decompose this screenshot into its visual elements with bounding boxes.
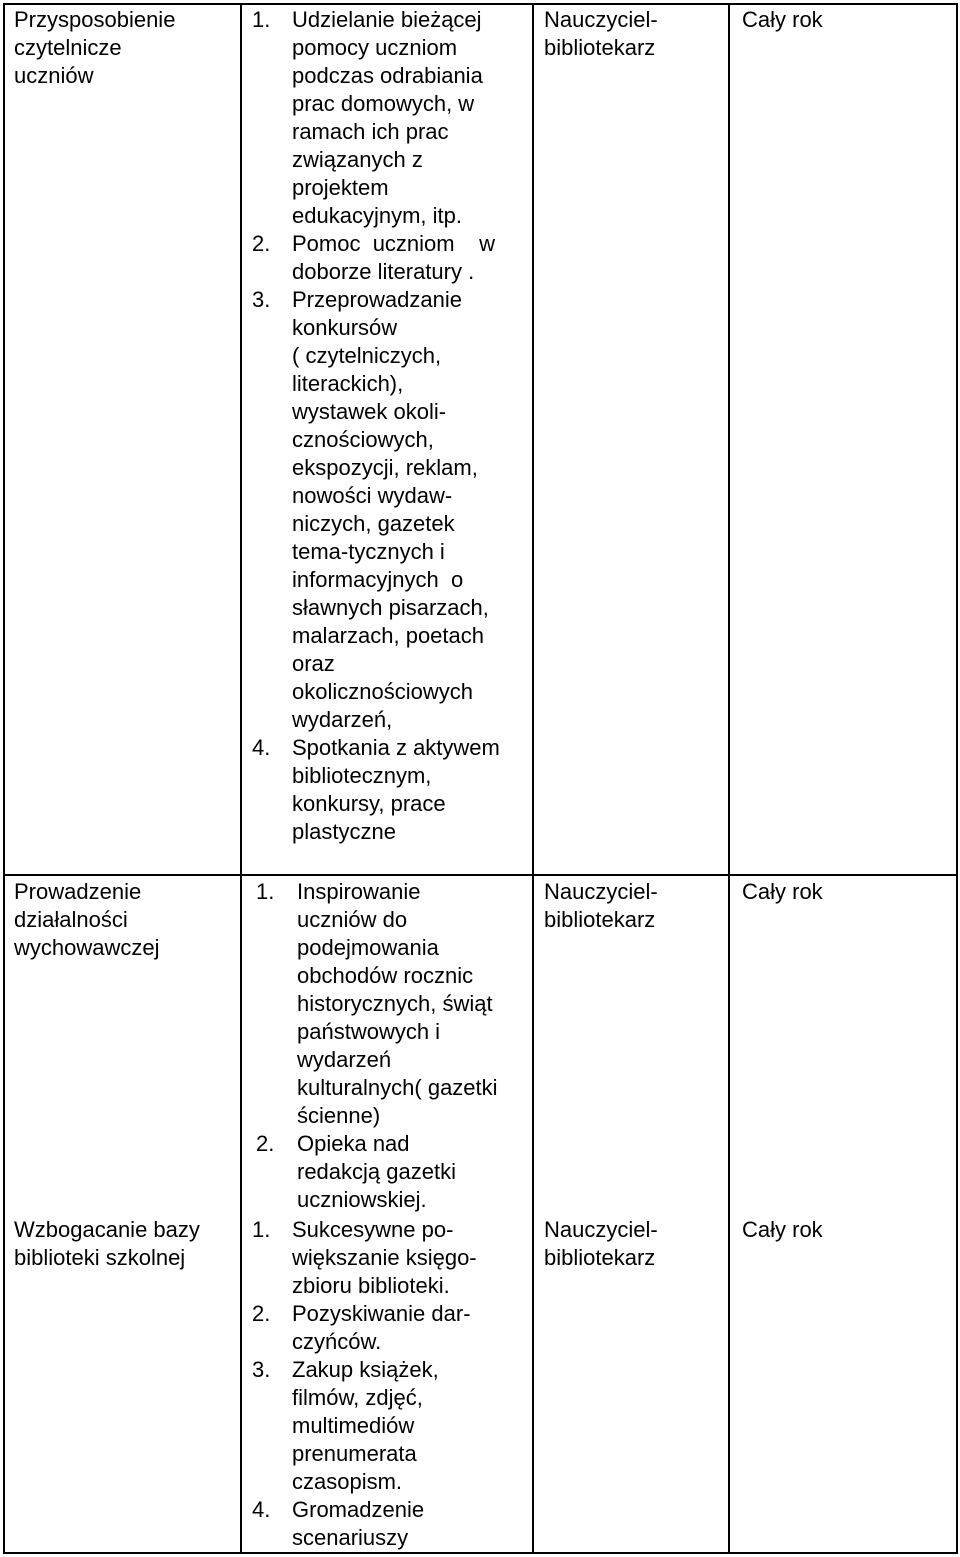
item-line: tema-tycznych i (292, 539, 445, 564)
item-line: sławnych pisarzach, (292, 595, 489, 620)
item-line: czyńców. (292, 1329, 382, 1354)
item-line: oraz (292, 651, 335, 676)
activity-item (252, 734, 500, 846)
item-number: 1. (256, 879, 275, 904)
activity-item (252, 286, 500, 734)
activities-cell (252, 6, 500, 846)
activity-item (252, 1496, 477, 1552)
item-line: informacyjnych o (292, 567, 464, 592)
item-number: 4. (252, 1497, 271, 1522)
item-line: Pomoc uczniom w (292, 231, 495, 256)
item-number: 4. (252, 735, 271, 760)
term-text: Cały rok (742, 7, 823, 32)
item-line: konkursy, prace (292, 791, 446, 816)
item-line: malarzach, poetach (292, 623, 484, 648)
item-line: filmów, zdjęć, (292, 1385, 423, 1410)
item-line: pomocy uczniom (292, 35, 458, 60)
task-line: uczniów (14, 63, 94, 88)
term-cell (742, 6, 823, 34)
item-number: 2. (252, 1301, 271, 1326)
item-line: ekspozycji, reklam, (292, 455, 478, 480)
item-line: uczniów do (297, 907, 408, 932)
responsible-line: bibliotekarz (544, 1245, 656, 1270)
item-line: doborze literatury . (292, 259, 475, 284)
task-line: działalności (14, 907, 128, 932)
task-line: Wzbogacanie bazy (14, 1217, 200, 1242)
column-divider (728, 3, 730, 1554)
item-line: większanie księgo- (292, 1245, 477, 1270)
item-line: Zakup książek, (292, 1357, 439, 1382)
item-line: obchodów rocznic (297, 963, 474, 988)
item-line: cznościowych, (292, 427, 434, 452)
activity-item (252, 6, 500, 230)
activity-item (252, 230, 500, 286)
responsible-line: Nauczyciel- (544, 879, 658, 904)
item-line: czasopism. (292, 1469, 403, 1494)
activity-item (256, 878, 498, 1130)
table-border-top (3, 3, 958, 5)
item-line: nowości wydaw- (292, 483, 453, 508)
item-number: 1. (252, 7, 271, 32)
item-line: Pozyskiwanie dar- (292, 1301, 471, 1326)
item-line: wydarzeń, (292, 707, 393, 732)
item-line: Gromadzenie (292, 1497, 425, 1522)
item-line: Opieka nad (297, 1131, 410, 1156)
item-line: edukacyjnym, itp. (292, 203, 462, 228)
task-line: wychowawczej (14, 935, 160, 960)
item-line: niczych, gazetek (292, 511, 455, 536)
responsible-line: Nauczyciel- (544, 1217, 658, 1242)
item-number: 2. (252, 231, 271, 256)
item-line: ramach ich prac (292, 119, 449, 144)
term-text: Cały rok (742, 879, 823, 904)
item-line: ścienne) (297, 1103, 381, 1128)
item-line: wystawek okoli- (292, 399, 447, 424)
item-line: podejmowania (297, 935, 439, 960)
item-line: Spotkania z aktywem (292, 735, 500, 760)
task-cell (14, 878, 160, 962)
row-divider (3, 874, 958, 876)
responsible-cell (544, 1216, 658, 1272)
item-line: wydarzeń (297, 1047, 392, 1072)
table-border-right (956, 3, 958, 1554)
responsible-line: Nauczyciel- (544, 7, 658, 32)
item-line: Sukcesywne po- (292, 1217, 454, 1242)
activities-cell (252, 1216, 477, 1552)
table-border-bottom (3, 1552, 958, 1554)
item-number: 3. (252, 1357, 271, 1382)
item-line: ( czytelniczych, (292, 343, 442, 368)
column-divider (240, 3, 242, 1554)
table-border-left (3, 3, 5, 1554)
responsible-cell (544, 6, 658, 62)
task-cell (14, 6, 175, 90)
item-line: kulturalnych( gazetki (297, 1075, 498, 1100)
item-line: Udzielanie bieżącej (292, 7, 482, 32)
item-number: 3. (252, 287, 271, 312)
column-divider (532, 3, 534, 1554)
item-line: podczas odrabiania (292, 63, 483, 88)
activity-item (252, 1300, 477, 1356)
task-cell (14, 1216, 200, 1272)
item-number: 2. (256, 1131, 275, 1156)
item-line: Inspirowanie (297, 879, 421, 904)
item-line: scenariuszy (292, 1525, 409, 1550)
activity-item (256, 1130, 498, 1214)
item-line: konkursów (292, 315, 398, 340)
activity-item (252, 1356, 477, 1496)
item-line: bibliotecznym, (292, 763, 432, 788)
item-line: związanych z (292, 147, 423, 172)
item-line: plastyczne (292, 819, 396, 844)
item-line: Przeprowadzanie (292, 287, 462, 312)
item-number: 1. (252, 1217, 271, 1242)
task-line: Przysposobienie (14, 7, 176, 32)
item-line: uczniowskiej. (297, 1187, 427, 1212)
task-line: biblioteki szkolnej (14, 1245, 186, 1270)
term-text: Cały rok (742, 1217, 823, 1242)
item-line: redakcją gazetki (297, 1159, 456, 1184)
responsible-line: bibliotekarz (544, 907, 656, 932)
term-cell (742, 878, 823, 906)
item-line: multimediów (292, 1413, 415, 1438)
item-line: okolicznościowych (292, 679, 473, 704)
activity-item (252, 1216, 477, 1300)
item-line: państwowych i (297, 1019, 441, 1044)
task-line: Prowadzenie (14, 879, 142, 904)
item-line: prac domowych, w (292, 91, 475, 116)
item-line: literackich), (292, 371, 404, 396)
responsible-line: bibliotekarz (544, 35, 656, 60)
activities-cell (256, 878, 498, 1214)
task-line: czytelnicze (14, 35, 122, 60)
responsible-cell (544, 878, 658, 934)
item-line: historycznych, świąt (297, 991, 493, 1016)
term-cell (742, 1216, 823, 1244)
item-line: projektem (292, 175, 389, 200)
item-line: prenumerata (292, 1441, 417, 1466)
item-line: zbioru biblioteki. (292, 1273, 450, 1298)
